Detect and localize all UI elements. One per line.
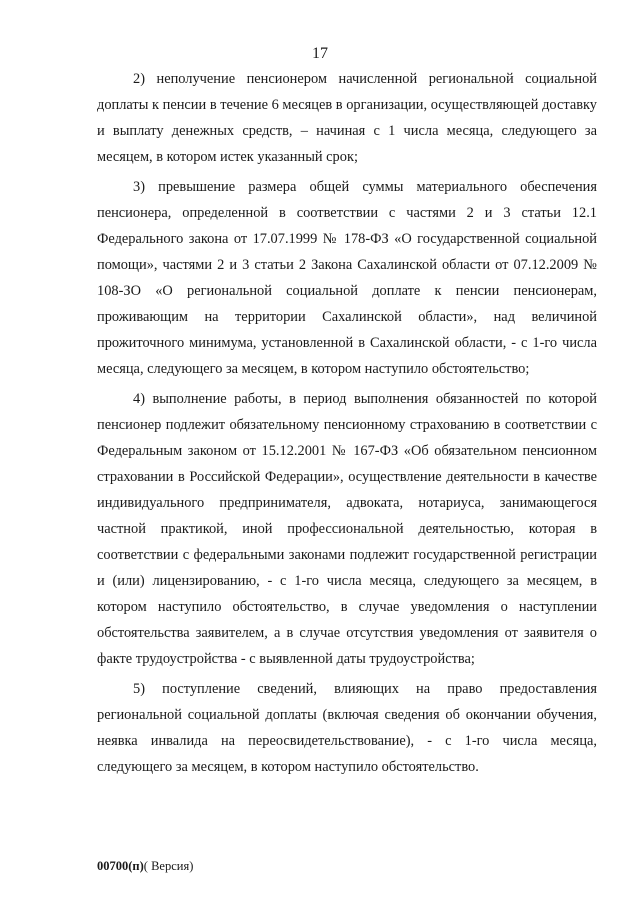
paragraph-item-3: 3) превышение размера общей суммы материального обеспечения пенсионера, определенной в соответствии с частями 2 и 3 статьи 12.1 Федерального закона от 17.07.1999 № 178-ФЗ «О государственной социальной помощи», частями 2 и 3 статьи 2 Закона Сахалинской области от 07.12.2009 № 108-ЗО «О региональной социальной доплате к пенсии пенсионерам, проживающим на территории Сахалинской области», над величиной прожиточного минимума, установленной в Сахалинской области, - с 1-го числа месяца, следующего за месяцем, в котором наступило обстоятельство; — [97, 179, 597, 377]
document-body — [97, 66, 597, 780]
page-number: 17 — [312, 45, 328, 62]
document-version: ( Версия) — [143, 859, 194, 873]
paragraph-item-4: 4) выполнение работы, в период выполнения обязанностей по которой пенсионер подлежит обязательному пенсионному страхованию в соответствии с Федеральным законом от 15.12.2001 № 167-ФЗ «Об обязательном пенсионном страховании в Российской Федерации», осуществление деятельности в качестве индивидуального предпринимателя, адвоката, нотариуса, занимающегося частной практикой, иной профессиональной деятельностью, которая в соответствии с федеральными законами подлежит государственной регистрации и (или) лицензированию, - с 1-го числа месяца, следующего за месяцем, в котором наступило обстоятельство, в случае уведомления о наступлении обстоятельства заявителем, а в случае отсутствия уведомления от заявителя о факте трудоустройства - с выявленной даты трудоустройства; — [97, 391, 597, 667]
document-footer — [97, 857, 193, 875]
paragraph-item-2: 2) неполучение пенсионером начисленной региональной социальной доплаты к пенсии в течение 6 месяцев в организации, осуществляющей доставку и выплату денежных средств, – начиная с 1 числа месяца, следующего за месяцем, в котором истек указанный срок; — [97, 71, 597, 165]
paragraph-item-5: 5) поступление сведений, влияющих на право предоставления региональной социальной доплаты (включая сведения об окончании обучения, неявка инвалида на переосвидетельствование), - с 1-го числа месяца, следующего за месяцем, в котором наступило обстоятельство. — [97, 681, 597, 775]
document-code: 00700(п) — [97, 859, 144, 873]
